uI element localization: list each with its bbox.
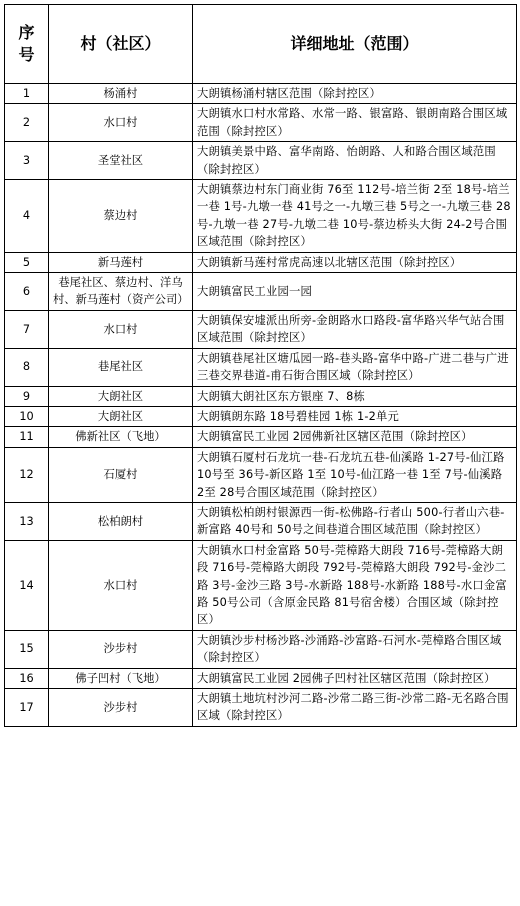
address-table xyxy=(4,4,517,727)
row-village: 巷尾社区、蔡边村、洋乌村、新马莲村（资产公司） xyxy=(49,273,193,311)
row-village: 巷尾社区 xyxy=(49,348,193,386)
row-village: 大朗社区 xyxy=(49,386,193,406)
row-village: 蔡边村 xyxy=(49,180,193,253)
row-detail: 大朗镇巷尾社区塘瓜园一路-巷头路-富华中路-广进二巷与广进三巷交界巷道-甫石街合围区域（除封控区） xyxy=(193,348,517,386)
row-detail: 大朗镇水口村水常路、水常一路、银富路、银朗南路合围区域范围（除封控区） xyxy=(193,104,517,142)
row-detail: 大朗镇大朗社区东方银座 7、8栋 xyxy=(193,386,517,406)
row-detail: 大朗镇富民工业园一园 xyxy=(193,273,517,311)
row-number: 12 xyxy=(5,447,49,502)
row-number: 10 xyxy=(5,406,49,426)
table-row xyxy=(5,142,517,180)
row-village: 佛子凹村（飞地） xyxy=(49,668,193,688)
row-detail: 大朗镇富民工业园 2园佛新社区辖区范围（除封控区） xyxy=(193,427,517,447)
table-header-row xyxy=(5,5,517,84)
row-village: 水口村 xyxy=(49,104,193,142)
row-village: 圣堂社区 xyxy=(49,142,193,180)
table-row xyxy=(5,540,517,630)
table-row xyxy=(5,348,517,386)
table-row xyxy=(5,447,517,502)
row-number: 17 xyxy=(5,689,49,727)
row-detail: 大朗镇杨涌村辖区范围（除封控区） xyxy=(193,84,517,104)
row-detail: 大朗镇富民工业园 2园佛子凹村社区辖区范围（除封控区） xyxy=(193,668,517,688)
table-body xyxy=(5,84,517,727)
table-row xyxy=(5,502,517,540)
row-village: 新马莲村 xyxy=(49,252,193,272)
row-village: 水口村 xyxy=(49,310,193,348)
row-number: 7 xyxy=(5,310,49,348)
row-detail: 大朗镇松柏朗村银源西一街-松佛路-行者山 500-行者山六巷-新富路 40号和 50号之间巷道合围区域范围（除封控区） xyxy=(193,502,517,540)
row-number: 5 xyxy=(5,252,49,272)
row-detail: 大朗镇保安墟派出所旁-金朗路水口路段-富华路兴华气站合围区域范围（除封控区） xyxy=(193,310,517,348)
row-village: 佛新社区（飞地） xyxy=(49,427,193,447)
table-row xyxy=(5,310,517,348)
table-row xyxy=(5,689,517,727)
row-detail: 大朗镇水口村金富路 50号-莞樟路大朗段 716号-莞樟路大朗段 716号-莞樟路大朗段 792号-莞樟路大朗段 792号-金沙二路 3号-金沙三路 3号-水新路 188号-水新路 188号-水口金富路 50号公司（含原金民路 81号宿舍楼）合围区域（除封控区） xyxy=(193,540,517,630)
table-row xyxy=(5,668,517,688)
row-number: 1 xyxy=(5,84,49,104)
table-row xyxy=(5,630,517,668)
row-number: 13 xyxy=(5,502,49,540)
row-number: 8 xyxy=(5,348,49,386)
header-no: 序号 xyxy=(5,5,49,84)
table-row xyxy=(5,104,517,142)
row-detail: 大朗镇蔡边村东门商业街 76至 112号-培兰街 2至 18号-培兰一巷 1号-九墩一巷 41号之一-九墩三巷 5号之一-九墩三巷 28号-九墩一巷 27号-九墩二巷 10号-蔡边桥头大街 24-2号合围区域范围（除封控区） xyxy=(193,180,517,253)
row-village: 沙步村 xyxy=(49,630,193,668)
row-detail: 大朗镇朗东路 18号碧桂园 1栋 1-2单元 xyxy=(193,406,517,426)
table-row xyxy=(5,252,517,272)
row-village: 大朗社区 xyxy=(49,406,193,426)
row-detail: 大朗镇石厦村石龙坑一巷-石龙坑五巷-仙溪路 1-27号-仙江路 10号至 36号-新区路 1至 10号-仙江路一巷 1至 7号-仙溪路 2至 28号合围区域范围（除封控区） xyxy=(193,447,517,502)
table-row xyxy=(5,273,517,311)
row-number: 15 xyxy=(5,630,49,668)
row-number: 11 xyxy=(5,427,49,447)
table-row xyxy=(5,180,517,253)
row-detail: 大朗镇美景中路、富华南路、怡朗路、人和路合围区域范围（除封控区） xyxy=(193,142,517,180)
row-number: 6 xyxy=(5,273,49,311)
row-detail: 大朗镇土地坑村沙河二路-沙常二路三街-沙常二路-无名路合围区域（除封控区） xyxy=(193,689,517,727)
row-number: 16 xyxy=(5,668,49,688)
row-number: 2 xyxy=(5,104,49,142)
row-number: 3 xyxy=(5,142,49,180)
row-village: 沙步村 xyxy=(49,689,193,727)
row-detail: 大朗镇新马莲村常虎高速以北辖区范围（除封控区） xyxy=(193,252,517,272)
table-row xyxy=(5,427,517,447)
header-detail: 详细地址（范围） xyxy=(193,5,517,84)
row-village: 石厦村 xyxy=(49,447,193,502)
table-row xyxy=(5,386,517,406)
row-village: 松柏朗村 xyxy=(49,502,193,540)
table-row xyxy=(5,406,517,426)
row-village: 杨涌村 xyxy=(49,84,193,104)
row-number: 14 xyxy=(5,540,49,630)
table-row xyxy=(5,84,517,104)
row-village: 水口村 xyxy=(49,540,193,630)
header-village: 村（社区） xyxy=(49,5,193,84)
row-number: 4 xyxy=(5,180,49,253)
row-detail: 大朗镇沙步村杨沙路-沙涌路-沙富路-石河水-莞樟路合围区域（除封控区） xyxy=(193,630,517,668)
row-number: 9 xyxy=(5,386,49,406)
